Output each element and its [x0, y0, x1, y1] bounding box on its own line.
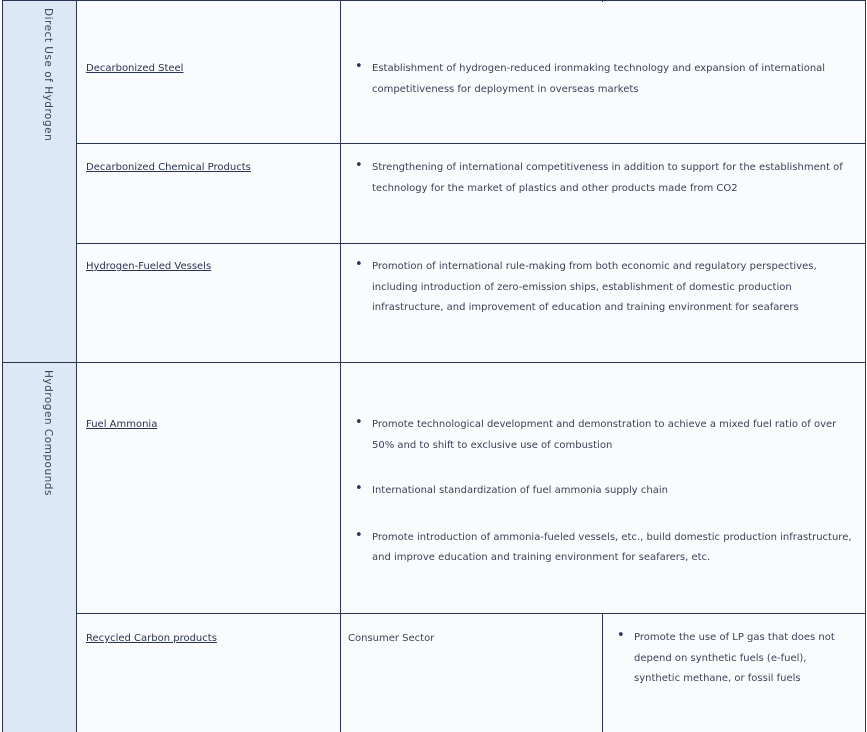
measure-item: • Establishment of hydrogen-reduced ironmaking technology and expansion of international competitiveness for deployment in overseas markets — [355, 59, 860, 100]
grid-line — [2, 362, 866, 363]
category-hydrogen-compounds — [2, 362, 77, 732]
measure-item: • Promote technological development and demonstration to achieve a mixed fuel ratio of over 50% and to shift to exclusive use of combustion — [355, 415, 860, 456]
grid-line — [340, 0, 341, 732]
grid-line — [77, 613, 866, 614]
item-link-decarbonized-chemical-products[interactable]: Decarbonized Chemical Products — [86, 162, 251, 173]
item-cell — [77, 243, 340, 362]
measure-item: • Promote the use of LP gas that does not depend on synthetic fuels (e-fuel), synthetic methane, or fossil fuels — [617, 628, 853, 690]
sector-label: Consumer Sector — [348, 633, 435, 644]
grid-line — [2, 0, 866, 1]
grid-line — [2, 0, 3, 732]
measures-cell — [340, 243, 865, 362]
measures-cell — [340, 0, 865, 143]
item-link-hydrogen-fueled-vessels[interactable]: Hydrogen-Fueled Vessels — [86, 261, 212, 272]
measures-cell — [340, 143, 865, 243]
item-cell — [77, 143, 340, 243]
measure-item: • Promotion of international rule-making from both economic and regulatory perspectives, including introduction of zero-emission ships, establishment of domestic production infrastructure, and improvement of education and training environment for seafarers — [355, 257, 860, 319]
item-cell — [77, 613, 340, 732]
measure-item: • Strengthening of international competitiveness in addition to support for the establishment of technology for the market of plastics and other products made from CO2 — [355, 158, 860, 199]
grid-line — [77, 143, 866, 144]
item-cell — [77, 0, 340, 143]
item-cell — [77, 362, 340, 613]
measure-item: • Promote introduction of ammonia-fueled vessels, etc., build domestic production infrastructure, and improve education and training environment for seafarers, etc. — [355, 528, 860, 569]
category-label: Hydrogen Compounds — [42, 370, 54, 496]
measure-item: • International standardization of fuel ammonia supply chain — [355, 481, 860, 502]
grid-line — [865, 0, 866, 732]
sector-cell — [340, 613, 602, 732]
measures-cell — [340, 362, 865, 613]
category-label: Direct Use of Hydrogen — [42, 8, 54, 142]
item-link-fuel-ammonia[interactable]: Fuel Ammonia — [86, 419, 158, 430]
category-direct-use — [2, 0, 77, 362]
measures-cell — [602, 613, 865, 732]
item-link-decarbonized-steel[interactable]: Decarbonized Steel — [86, 63, 184, 74]
grid-line — [77, 243, 866, 244]
item-link-recycled-carbon-products[interactable]: Recycled Carbon products — [86, 633, 217, 644]
grid-line — [602, 613, 603, 732]
